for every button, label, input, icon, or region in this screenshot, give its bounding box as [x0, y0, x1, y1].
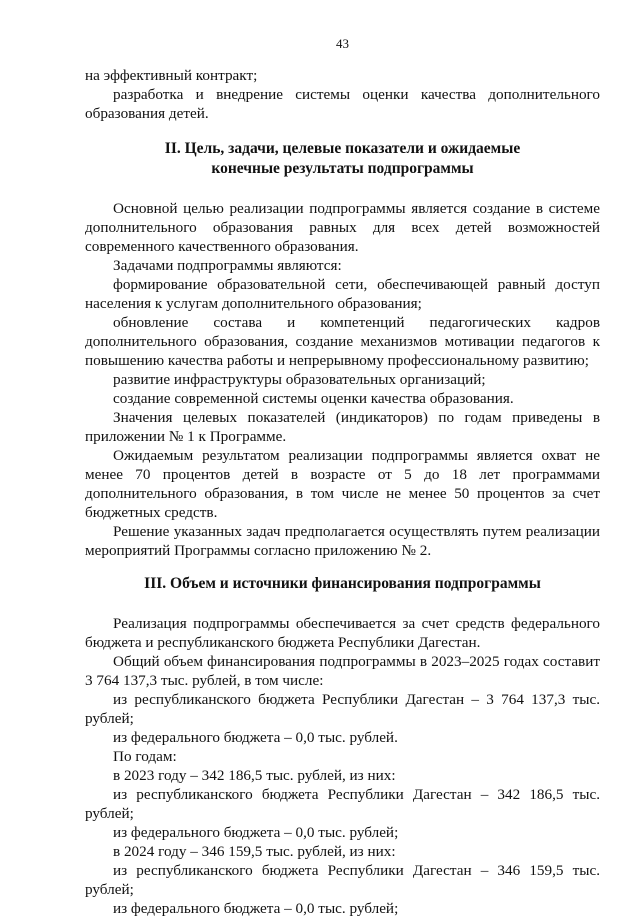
- section-2-paragraph: Решение указанных задач предполагается осуществлять путем реализации мероприятий Программы согласно приложению № 2.: [85, 523, 600, 559]
- section-3-paragraph: из федерального бюджета – 0,0 тыс. рублей;: [113, 824, 399, 841]
- section-3-paragraph: в 2023 году – 342 186,5 тыс. рублей, из них:: [113, 767, 396, 784]
- section-3-paragraph: из федерального бюджета – 0,0 тыс. рублей;: [113, 900, 399, 917]
- section-3-heading: III. Объем и источники финансирования подпрограммы: [144, 575, 541, 592]
- section-2-paragraph: Ожидаемым результатом реализации подпрограммы является охват не менее 70 процентов детей в возрасте от 5 до 18 лет программами дополнительного образования, в том числе не менее 50 процентов за счет бюджетных средств.: [85, 447, 600, 521]
- section-3-paragraph: Общий объем финансирования подпрограммы в 2023–2025 годах составит 3 764 137,3 тыс. рублей, в том числе:: [85, 653, 600, 689]
- section-2-heading-line-1: II. Цель, задачи, целевые показатели и ожидаемые: [164, 140, 521, 157]
- section-3-paragraph: из федерального бюджета – 0,0 тыс. рублей.: [113, 729, 398, 746]
- section-3-paragraph: из республиканского бюджета Республики Дагестан – 3 764 137,3 тыс. рублей;: [85, 691, 600, 727]
- section-2-paragraph: создание современной системы оценки качества образования.: [113, 390, 514, 407]
- section-2-paragraph: Задачами подпрограммы являются:: [113, 257, 342, 274]
- section-2-paragraph: Основной целью реализации подпрограммы является создание в системе дополнительного образования равных для всех детей возможностей современного качественного образования.: [85, 200, 600, 255]
- section-3-paragraph: По годам:: [113, 748, 177, 765]
- section-2-heading: [85, 139, 600, 179]
- section-3-paragraph: в 2024 году – 346 159,5 тыс. рублей, из них:: [113, 843, 396, 860]
- section-2-paragraph: обновление состава и компетенций педагогических кадров дополнительного образования, создание механизмов мотивации педагогов к повышению качества работы и непрерывному профессиональному развитию;: [85, 314, 600, 369]
- section-3-paragraph: из республиканского бюджета Республики Дагестан – 342 186,5 тыс. рублей;: [85, 786, 600, 822]
- intro-paragraph-2: разработка и внедрение системы оценки качества дополнительного образования детей.: [85, 86, 600, 122]
- section-2-paragraph: формирование образовательной сети, обеспечивающей равный доступ населения к услугам дополнительного образования;: [85, 276, 600, 312]
- section-2-paragraph: Значения целевых показателей (индикаторов) по годам приведены в приложении № 1 к Программе.: [85, 409, 600, 445]
- page-number: 43: [336, 36, 349, 51]
- section-2-paragraph: развитие инфраструктуры образовательных организаций;: [113, 371, 486, 388]
- intro-paragraph-1: на эффективный контракт;: [85, 67, 258, 84]
- section-2-heading-line-2: конечные результаты подпрограммы: [211, 160, 474, 177]
- section-3-paragraph: Реализация подпрограммы обеспечивается за счет средств федерального бюджета и республиканского бюджета Республики Дагестан.: [85, 615, 600, 651]
- section-3-paragraph: из республиканского бюджета Республики Дагестан – 346 159,5 тыс. рублей;: [85, 862, 600, 898]
